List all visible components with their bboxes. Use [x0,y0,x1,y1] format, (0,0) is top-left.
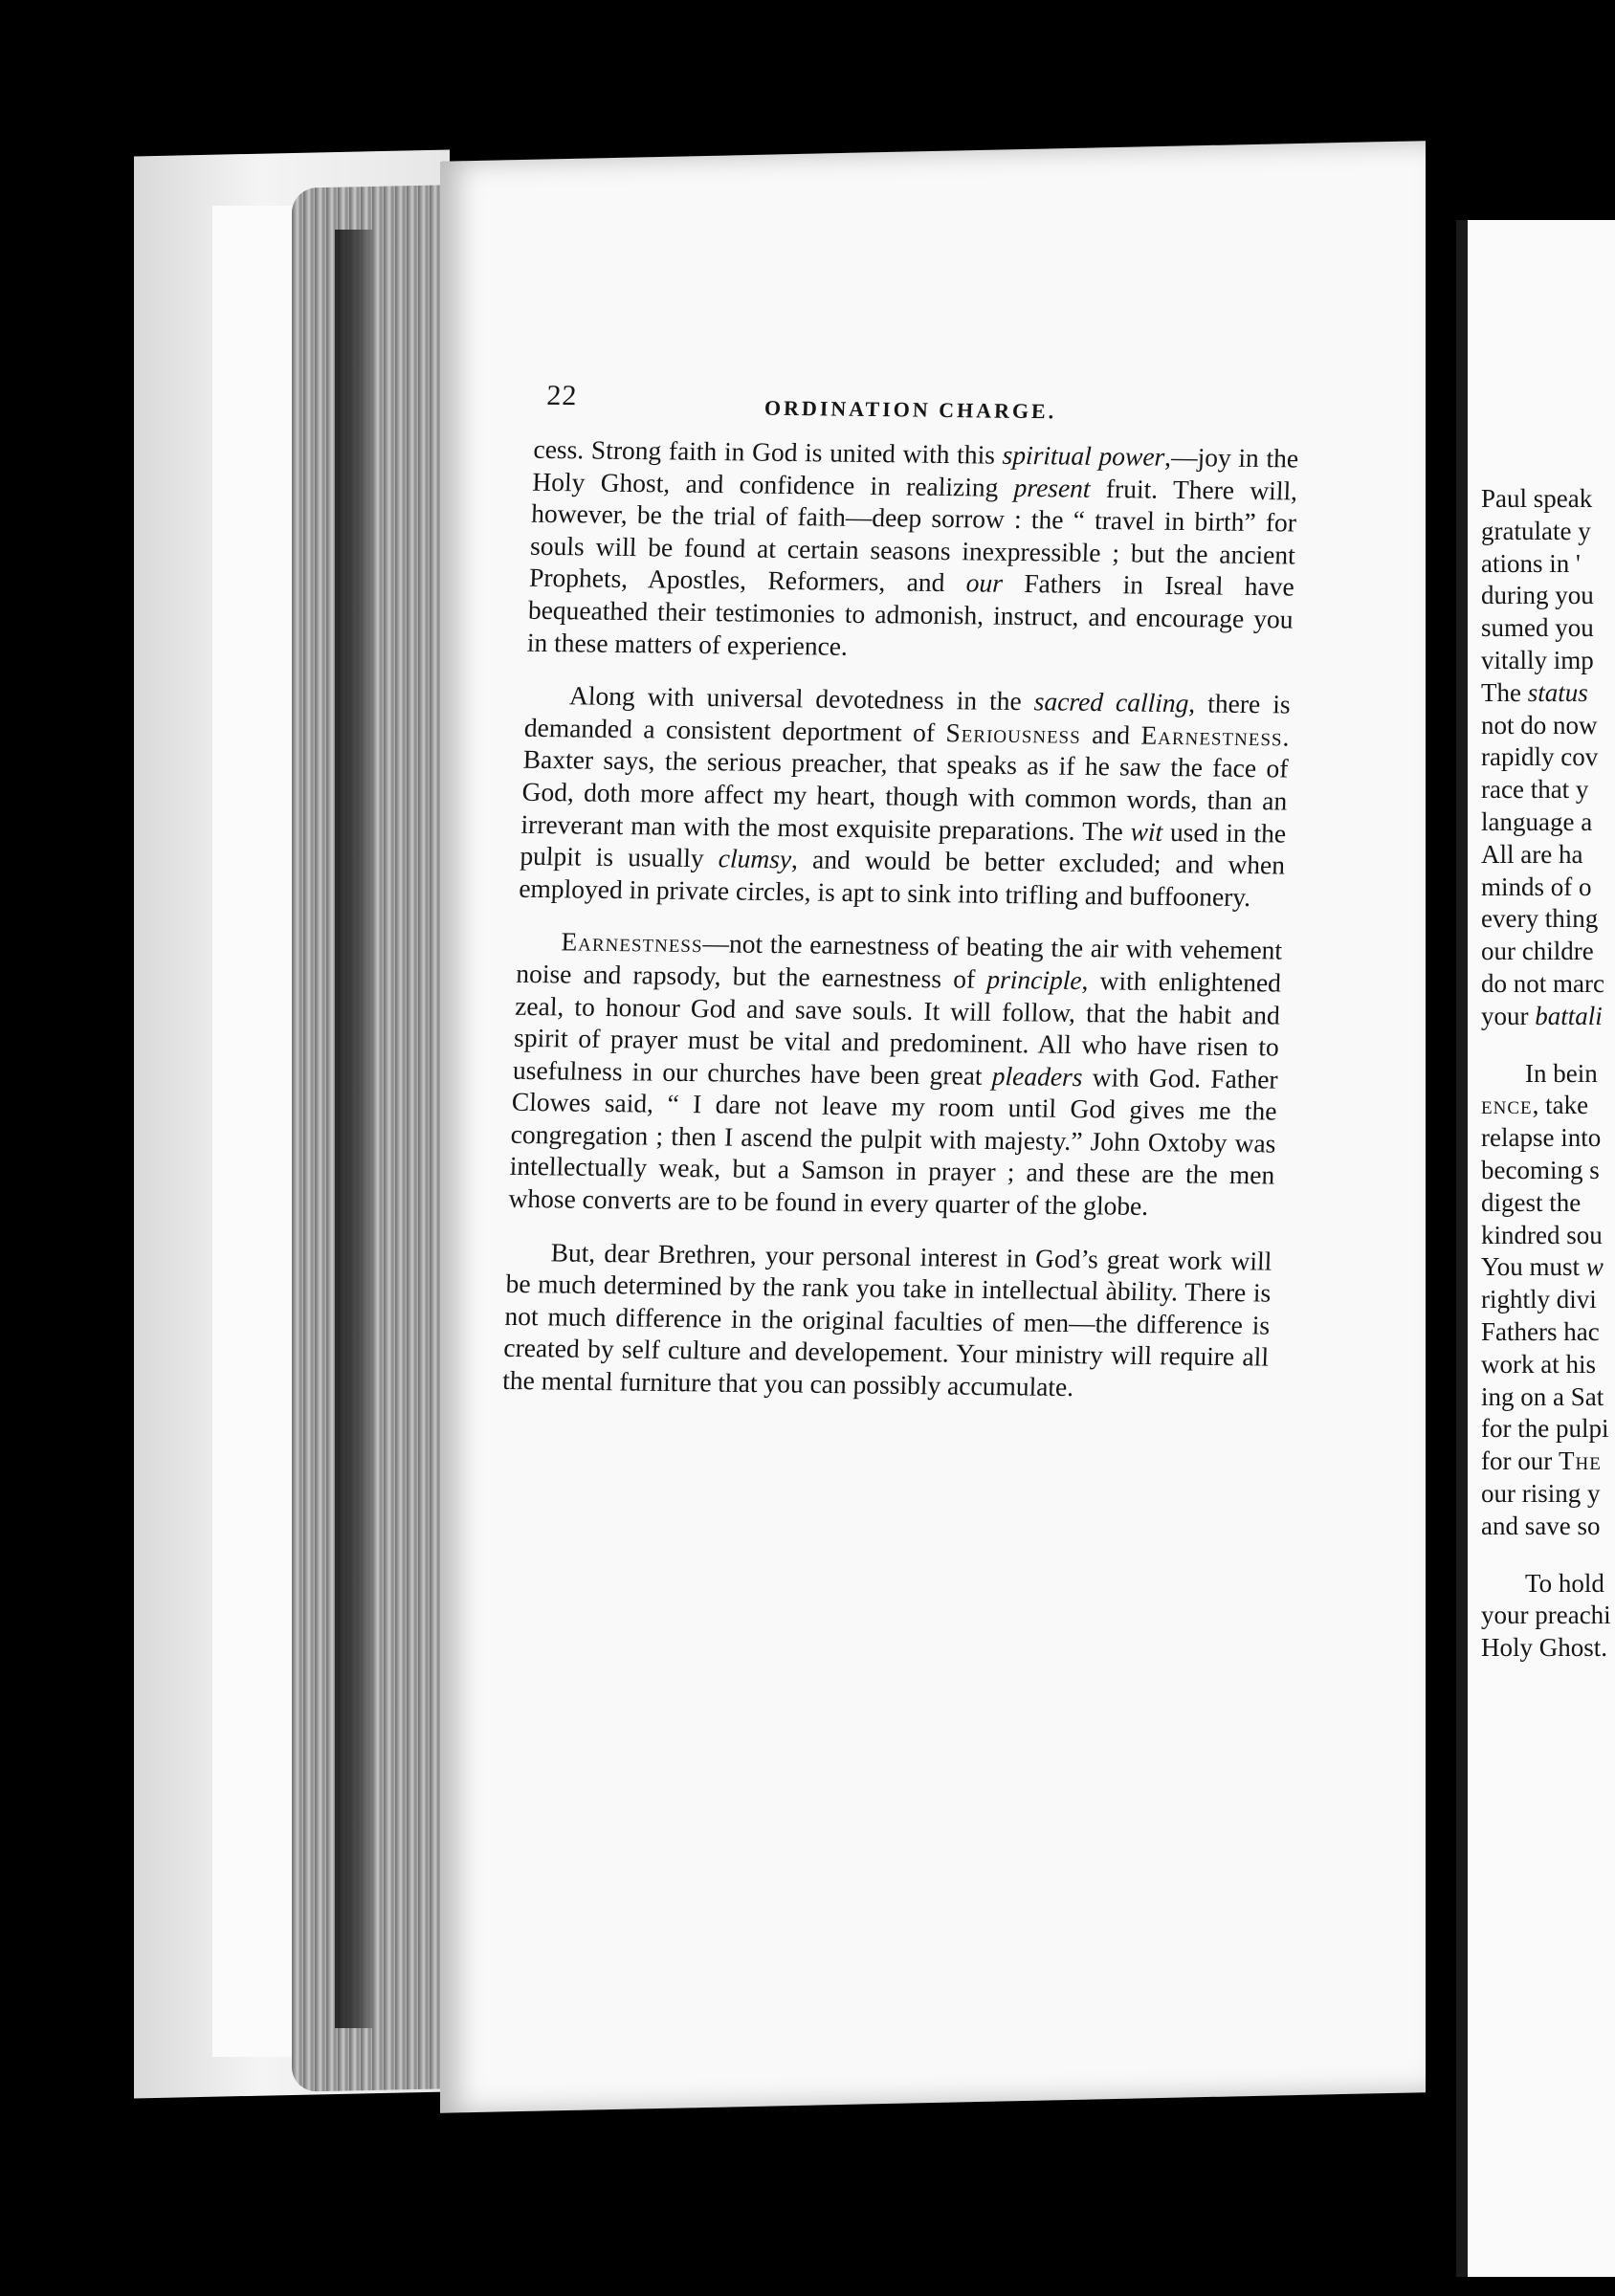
cropped-text-line: rightly divi [1481,1285,1597,1314]
text-run: The [1481,677,1528,707]
small-caps-text: The [1558,1446,1602,1476]
left-page [440,141,1426,2113]
paragraph [508,925,1283,1224]
italic-text: present [1013,472,1092,503]
page-text-block [501,380,1301,1427]
page-header [534,380,1300,443]
italic-text: clumsy [718,843,792,874]
italic-text: our [965,567,1004,599]
text-run: Fathers in Isreal have bequeathed their testimonies to admonish, instruct, and encourage you in these matters of experience. [526,568,1295,661]
small-caps-text: Earnestness [1140,719,1284,752]
cropped-text-line: kindred sou [1481,1220,1603,1249]
text-run: But, dear Brethren, your personal interest in God’s great work will be much determined by the rank you take in intellectual àbility. There is not much difference in the original faculties of men—the difference is created by self culture and developement. Your ministry will require all the mental furniture that you can possibly accumulate. [501,1237,1272,1402]
text-run: fruit. There will, however, be the trial of faith—deep sorrow : the “ travel in birth” for souls will be found at certain seasons inexpressible ; but the ancient Prophets, Apostles, Reformers, and [528,473,1298,598]
italic-text: w [1585,1252,1604,1282]
cropped-text-line: race that y [1481,775,1589,805]
text-run: cess. Strong faith in God is united with this [533,433,1004,470]
text-run: for our [1481,1446,1559,1476]
paragraph-gap [1481,1543,1615,1568]
text-run: , and would be better excluded; and when employed in private circles, is apt to sink into trifling and buffoonery. [518,844,1286,912]
small-caps-text: ence [1481,1091,1533,1120]
text-run: your [1481,1001,1536,1030]
text-run: , take [1532,1091,1589,1120]
running-head: ORDINATION CHARGE. [763,395,1057,424]
italic-text: pleaders [991,1060,1084,1092]
cropped-text-line: Fathers hac [1481,1316,1600,1346]
cropped-text-line: language a [1481,806,1593,836]
cropped-text-line: relapse into [1481,1123,1602,1153]
cropped-text-line: every thing [1481,904,1599,934]
italic-text: status [1527,677,1588,707]
binding-shadow [335,230,373,2028]
cropped-text-line: do not marc [1481,968,1604,998]
cropped-text-line: Holy Ghost. [1481,1633,1608,1663]
italic-text: battali [1535,1001,1603,1030]
cropped-text-line: work at his [1481,1349,1596,1379]
cropped-text-line: your preachi [1481,1601,1611,1630]
cropped-text-line: our rising y [1481,1478,1601,1508]
cropped-text-line: digest the [1481,1187,1582,1217]
small-caps-text: Earnestness [561,926,704,959]
text-run: used in the pulpit is usually [519,816,1287,873]
text-run: with God. Father Clowes said, “ I dare not leave my room until God gives me the congregation ; then I ascend the pulpit with majesty.” John Oxtoby was intellectually weak, but a Samson in prayer ; and these are the men whose converts are to be found in every quarter of the globe. [508,1061,1279,1222]
cropped-text-line [1481,1090,1615,1122]
cropped-text-line: All are ha [1481,839,1583,869]
cropped-text-line [1481,1001,1615,1033]
right-page-text [1481,483,1615,1665]
paragraph-gap [1481,1033,1615,1058]
italic-text: spiritual power [1002,439,1165,472]
text-run: and [1080,718,1142,750]
cropped-text-line: rapidly cov [1481,742,1599,772]
cropped-text-line [1481,677,1615,710]
page-number: 22 [545,379,578,412]
cropped-text-line: becoming s [1481,1155,1600,1184]
text-run: ,—joy in the Holy Ghost, and confidence in realizing [531,441,1299,502]
text-run: , with enlightened zeal, to honour God and save souls. It will follow, that the habit and spirit of prayer must be vital and predominent. All who have risen to usefulness in our churches have been great [512,964,1282,1091]
italic-text: principle [985,963,1083,995]
paragraph [502,1235,1272,1405]
gutter [1426,206,1454,2263]
cropped-text-line: ing on a Sat [1481,1381,1604,1411]
text-run: You must [1481,1252,1586,1282]
right-page-edge [1456,220,1468,2277]
text-run: . Baxter says, the serious preacher, that speaks as if he saw the face of God, doth more affect my heart, though with common words, than an irreverant man with the most exquisite preparations. The [520,721,1291,847]
cropped-text-line: for the pulpi [1481,1414,1609,1444]
small-caps-text: Seriousness [945,717,1082,749]
cropped-text-line: In bein [1525,1058,1598,1088]
text-run: —not the earnestness of beating the air with vehement noise and rapsody, but the earnestness of [515,928,1283,994]
text-run: Along with universal devotedness in the [568,680,1035,717]
cropped-text-line: Paul speak [1481,484,1593,513]
italic-text: wit [1130,816,1163,847]
text-run: , there is demanded a consistent deportment of [523,688,1292,747]
cropped-text-line: gratulate y [1481,516,1591,545]
cropped-text-line: not do now [1481,710,1598,740]
cropped-text-line: ations in ' [1481,548,1581,578]
cropped-text-line: and save so [1481,1511,1601,1540]
cropped-text-line: vitally imp [1481,645,1594,674]
cropped-text-line [1481,1446,1615,1478]
cropped-text-line: To hold [1525,1568,1604,1598]
cropped-text-line: minds of o [1481,872,1592,901]
italic-text: sacred calling [1033,686,1189,718]
cropped-text-line [1481,1251,1615,1284]
cropped-text-line: during you [1481,581,1594,610]
paragraph [519,679,1291,914]
paragraph [526,433,1298,668]
cropped-text-line: sumed you [1481,613,1594,643]
cropped-text-line: our childre [1481,937,1594,966]
